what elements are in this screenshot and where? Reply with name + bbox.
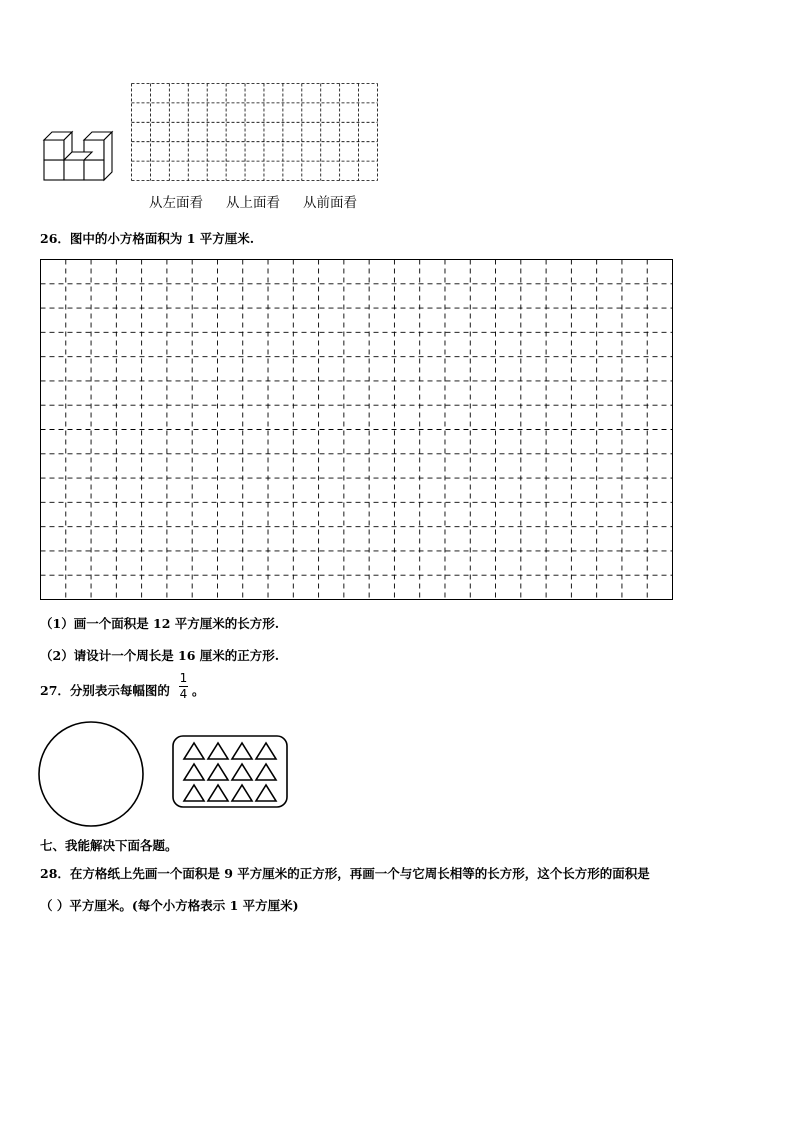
drawing-grid-large <box>40 259 673 600</box>
fraction-denominator: 4 <box>179 687 188 701</box>
question-26-prompt: 26．图中的小方格面积为 1 平方厘米. <box>40 231 255 246</box>
circle-figure <box>37 720 147 830</box>
view-label-top: 从上面看 <box>226 195 280 211</box>
question-28-line2: （ ）平方厘米。(每个小方格表示 1 平方厘米) <box>40 898 299 913</box>
question-26-part2: （2）请设计一个周长是 16 厘米的正方形. <box>40 648 280 663</box>
cube-solid-figure <box>40 128 116 184</box>
section-7-heading: 七、我能解决下面各题。 <box>40 838 178 853</box>
fraction-one-quarter <box>179 672 188 701</box>
question-27-prompt: 27．分别表示每幅图的 <box>40 683 170 698</box>
triangles-figure <box>172 735 289 809</box>
question-27-suffix: 。 <box>192 683 205 698</box>
question-28-line1: 28．在方格纸上先画一个面积是 9 平方厘米的正方形，再画一个与它周长相等的长方形，这个长方形的面积是 <box>40 866 650 881</box>
fraction-numerator: 1 <box>179 671 188 685</box>
drawing-grid-small <box>131 83 378 181</box>
view-label-left: 从左面看 <box>149 195 203 211</box>
view-label-front: 从前面看 <box>303 195 357 211</box>
question-26-part1: （1）画一个面积是 12 平方厘米的长方形. <box>40 616 280 631</box>
